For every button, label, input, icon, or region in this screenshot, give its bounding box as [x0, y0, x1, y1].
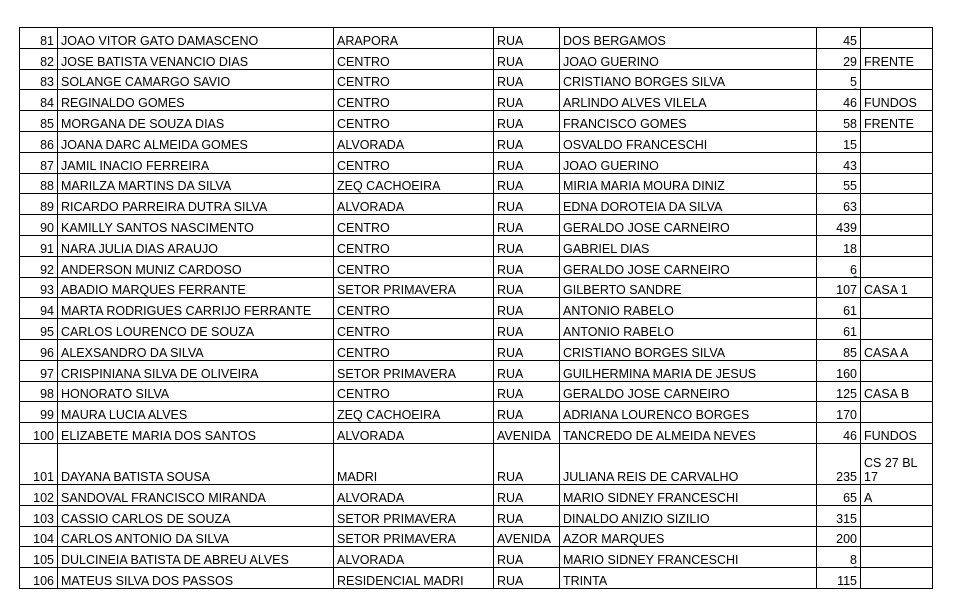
- district-cell: CENTRO: [334, 319, 494, 340]
- house-number-cell: 439: [817, 215, 861, 236]
- district-cell: CENTRO: [334, 48, 494, 69]
- complement-cell: CASA 1: [861, 277, 933, 298]
- table-row: [20, 152, 933, 173]
- district-cell: ALVORADA: [334, 547, 494, 568]
- name-cell: MAURA LUCIA ALVES: [58, 402, 334, 423]
- table-row: [20, 402, 933, 423]
- row-number-cell: 95: [20, 319, 58, 340]
- street-type-cell: RUA: [494, 360, 560, 381]
- row-number-cell: 85: [20, 111, 58, 132]
- complement-cell: [861, 194, 933, 215]
- street-type-cell: RUA: [494, 443, 560, 484]
- street-type-cell: RUA: [494, 277, 560, 298]
- district-cell: SETOR PRIMAVERA: [334, 526, 494, 547]
- district-cell: MADRI: [334, 443, 494, 484]
- district-cell: ARAPORA: [334, 28, 494, 49]
- street-type-cell: RUA: [494, 381, 560, 402]
- table-row: [20, 484, 933, 505]
- table-row: [20, 69, 933, 90]
- table-row: [20, 215, 933, 236]
- complement-cell: CASA A: [861, 339, 933, 360]
- name-cell: NARA JULIA DIAS ARAUJO: [58, 235, 334, 256]
- street-type-cell: AVENIDA: [494, 526, 560, 547]
- house-number-cell: 200: [817, 526, 861, 547]
- street-type-cell: RUA: [494, 69, 560, 90]
- street-type-cell: RUA: [494, 402, 560, 423]
- house-number-cell: 115: [817, 568, 861, 589]
- street-cell: GERALDO JOSE CARNEIRO: [560, 381, 817, 402]
- house-number-cell: 170: [817, 402, 861, 423]
- house-number-cell: 107: [817, 277, 861, 298]
- row-number-cell: 83: [20, 69, 58, 90]
- district-cell: CENTRO: [334, 90, 494, 111]
- district-cell: ZEQ CACHOEIRA: [334, 402, 494, 423]
- house-number-cell: 15: [817, 131, 861, 152]
- street-type-cell: RUA: [494, 111, 560, 132]
- table-row: [20, 381, 933, 402]
- street-type-cell: RUA: [494, 131, 560, 152]
- district-cell: SETOR PRIMAVERA: [334, 505, 494, 526]
- district-cell: CENTRO: [334, 298, 494, 319]
- district-cell: ZEQ CACHOEIRA: [334, 173, 494, 194]
- street-cell: GERALDO JOSE CARNEIRO: [560, 256, 817, 277]
- district-cell: CENTRO: [334, 381, 494, 402]
- name-cell: CRISPINIANA SILVA DE OLIVEIRA: [58, 360, 334, 381]
- house-number-cell: 45: [817, 28, 861, 49]
- complement-cell: CS 27 BL 17: [861, 443, 933, 484]
- table-row: [20, 235, 933, 256]
- district-cell: SETOR PRIMAVERA: [334, 277, 494, 298]
- complement-cell: [861, 235, 933, 256]
- street-type-cell: RUA: [494, 339, 560, 360]
- table-row: [20, 173, 933, 194]
- row-number-cell: 96: [20, 339, 58, 360]
- name-cell: CARLOS LOURENCO DE SOUZA: [58, 319, 334, 340]
- district-cell: ALVORADA: [334, 194, 494, 215]
- district-cell: CENTRO: [334, 235, 494, 256]
- house-number-cell: 58: [817, 111, 861, 132]
- complement-cell: A: [861, 484, 933, 505]
- row-number-cell: 84: [20, 90, 58, 111]
- street-cell: JOAO GUERINO: [560, 48, 817, 69]
- complement-cell: [861, 568, 933, 589]
- row-number-cell: 88: [20, 173, 58, 194]
- street-type-cell: RUA: [494, 319, 560, 340]
- street-type-cell: RUA: [494, 194, 560, 215]
- name-cell: CASSIO CARLOS DE SOUZA: [58, 505, 334, 526]
- street-cell: GUILHERMINA MARIA DE JESUS: [560, 360, 817, 381]
- street-cell: CRISTIANO BORGES SILVA: [560, 69, 817, 90]
- street-cell: JOAO GUERINO: [560, 152, 817, 173]
- row-number-cell: 100: [20, 423, 58, 444]
- house-number-cell: 125: [817, 381, 861, 402]
- table-row: [20, 505, 933, 526]
- complement-cell: [861, 505, 933, 526]
- row-number-cell: 102: [20, 484, 58, 505]
- complement-cell: FUNDOS: [861, 90, 933, 111]
- complement-cell: [861, 360, 933, 381]
- house-number-cell: 235: [817, 443, 861, 484]
- house-number-cell: 8: [817, 547, 861, 568]
- table-row: [20, 360, 933, 381]
- name-cell: JOAO VITOR GATO DAMASCENO: [58, 28, 334, 49]
- street-type-cell: RUA: [494, 484, 560, 505]
- district-cell: ALVORADA: [334, 423, 494, 444]
- name-cell: KAMILLY SANTOS NASCIMENTO: [58, 215, 334, 236]
- street-cell: MIRIA MARIA MOURA DINIZ: [560, 173, 817, 194]
- table-row: [20, 194, 933, 215]
- row-number-cell: 99: [20, 402, 58, 423]
- street-cell: GERALDO JOSE CARNEIRO: [560, 215, 817, 236]
- name-cell: DAYANA BATISTA SOUSA: [58, 443, 334, 484]
- complement-cell: [861, 526, 933, 547]
- row-number-cell: 101: [20, 443, 58, 484]
- street-cell: TRINTA: [560, 568, 817, 589]
- row-number-cell: 97: [20, 360, 58, 381]
- row-number-cell: 105: [20, 547, 58, 568]
- street-type-cell: RUA: [494, 568, 560, 589]
- row-number-cell: 103: [20, 505, 58, 526]
- table-row: [20, 339, 933, 360]
- street-cell: FRANCISCO GOMES: [560, 111, 817, 132]
- house-number-cell: 46: [817, 423, 861, 444]
- row-number-cell: 94: [20, 298, 58, 319]
- street-type-cell: RUA: [494, 505, 560, 526]
- name-cell: HONORATO SILVA: [58, 381, 334, 402]
- house-number-cell: 55: [817, 173, 861, 194]
- complement-cell: [861, 298, 933, 319]
- table-row: [20, 111, 933, 132]
- name-cell: CARLOS ANTONIO DA SILVA: [58, 526, 334, 547]
- street-type-cell: RUA: [494, 90, 560, 111]
- house-number-cell: 43: [817, 152, 861, 173]
- name-cell: JOANA DARC ALMEIDA GOMES: [58, 131, 334, 152]
- row-number-cell: 106: [20, 568, 58, 589]
- name-cell: SOLANGE CAMARGO SAVIO: [58, 69, 334, 90]
- complement-cell: [861, 131, 933, 152]
- table-row: [20, 48, 933, 69]
- street-cell: ANTONIO RABELO: [560, 298, 817, 319]
- house-number-cell: 61: [817, 298, 861, 319]
- row-number-cell: 92: [20, 256, 58, 277]
- street-cell: TANCREDO DE ALMEIDA NEVES: [560, 423, 817, 444]
- street-type-cell: RUA: [494, 256, 560, 277]
- row-number-cell: 87: [20, 152, 58, 173]
- name-cell: JOSE BATISTA VENANCIO DIAS: [58, 48, 334, 69]
- street-type-cell: AVENIDA: [494, 423, 560, 444]
- street-type-cell: RUA: [494, 215, 560, 236]
- district-cell: ALVORADA: [334, 484, 494, 505]
- district-cell: SETOR PRIMAVERA: [334, 360, 494, 381]
- house-number-cell: 65: [817, 484, 861, 505]
- street-type-cell: RUA: [494, 298, 560, 319]
- name-cell: MARTA RODRIGUES CARRIJO FERRANTE: [58, 298, 334, 319]
- complement-cell: FUNDOS: [861, 423, 933, 444]
- complement-cell: CASA B: [861, 381, 933, 402]
- street-type-cell: RUA: [494, 152, 560, 173]
- street-cell: OSVALDO FRANCESCHI: [560, 131, 817, 152]
- row-number-cell: 90: [20, 215, 58, 236]
- name-cell: DULCINEIA BATISTA DE ABREU ALVES: [58, 547, 334, 568]
- complement-cell: [861, 215, 933, 236]
- street-cell: GILBERTO SANDRE: [560, 277, 817, 298]
- row-number-cell: 89: [20, 194, 58, 215]
- table-row: [20, 298, 933, 319]
- district-cell: CENTRO: [334, 256, 494, 277]
- table-row: [20, 28, 933, 49]
- name-cell: RICARDO PARREIRA DUTRA SILVA: [58, 194, 334, 215]
- name-cell: MARILZA MARTINS DA SILVA: [58, 173, 334, 194]
- table-row: [20, 319, 933, 340]
- street-type-cell: RUA: [494, 173, 560, 194]
- house-number-cell: 18: [817, 235, 861, 256]
- row-number-cell: 91: [20, 235, 58, 256]
- table-row: [20, 277, 933, 298]
- name-cell: ABADIO MARQUES FERRANTE: [58, 277, 334, 298]
- table-row: [20, 526, 933, 547]
- street-type-cell: RUA: [494, 547, 560, 568]
- house-number-cell: 5: [817, 69, 861, 90]
- complement-cell: FRENTE: [861, 48, 933, 69]
- district-cell: RESIDENCIAL MADRI: [334, 568, 494, 589]
- house-number-cell: 61: [817, 319, 861, 340]
- table-row: [20, 256, 933, 277]
- district-cell: CENTRO: [334, 111, 494, 132]
- house-number-cell: 63: [817, 194, 861, 215]
- street-cell: ARLINDO ALVES VILELA: [560, 90, 817, 111]
- table-row: [20, 547, 933, 568]
- complement-cell: [861, 152, 933, 173]
- district-cell: CENTRO: [334, 339, 494, 360]
- complement-cell: FRENTE: [861, 111, 933, 132]
- street-cell: EDNA DOROTEIA DA SILVA: [560, 194, 817, 215]
- street-cell: MARIO SIDNEY FRANCESCHI: [560, 484, 817, 505]
- name-cell: SANDOVAL FRANCISCO MIRANDA: [58, 484, 334, 505]
- house-number-cell: 85: [817, 339, 861, 360]
- name-cell: REGINALDO GOMES: [58, 90, 334, 111]
- street-type-cell: RUA: [494, 235, 560, 256]
- district-cell: CENTRO: [334, 152, 494, 173]
- street-cell: DOS BERGAMOS: [560, 28, 817, 49]
- row-number-cell: 81: [20, 28, 58, 49]
- table-row: [20, 90, 933, 111]
- name-cell: MORGANA DE SOUZA DIAS: [58, 111, 334, 132]
- complement-cell: [861, 69, 933, 90]
- name-cell: ANDERSON MUNIZ CARDOSO: [58, 256, 334, 277]
- row-number-cell: 93: [20, 277, 58, 298]
- house-number-cell: 29: [817, 48, 861, 69]
- house-number-cell: 160: [817, 360, 861, 381]
- row-number-cell: 104: [20, 526, 58, 547]
- house-number-cell: 315: [817, 505, 861, 526]
- table-row: [20, 443, 933, 484]
- house-number-cell: 46: [817, 90, 861, 111]
- complement-cell: [861, 28, 933, 49]
- address-table: [19, 27, 933, 589]
- row-number-cell: 86: [20, 131, 58, 152]
- table-row: [20, 568, 933, 589]
- street-cell: AZOR MARQUES: [560, 526, 817, 547]
- name-cell: MATEUS SILVA DOS PASSOS: [58, 568, 334, 589]
- name-cell: ALEXSANDRO DA SILVA: [58, 339, 334, 360]
- complement-cell: [861, 319, 933, 340]
- complement-cell: [861, 402, 933, 423]
- row-number-cell: 98: [20, 381, 58, 402]
- street-cell: MARIO SIDNEY FRANCESCHI: [560, 547, 817, 568]
- table-row: [20, 423, 933, 444]
- street-cell: GABRIEL DIAS: [560, 235, 817, 256]
- complement-cell: [861, 256, 933, 277]
- complement-cell: [861, 173, 933, 194]
- complement-cell: [861, 547, 933, 568]
- district-cell: ALVORADA: [334, 131, 494, 152]
- street-cell: JULIANA REIS DE CARVALHO: [560, 443, 817, 484]
- street-cell: ANTONIO RABELO: [560, 319, 817, 340]
- street-cell: ADRIANA LOURENCO BORGES: [560, 402, 817, 423]
- street-type-cell: RUA: [494, 28, 560, 49]
- row-number-cell: 82: [20, 48, 58, 69]
- name-cell: ELIZABETE MARIA DOS SANTOS: [58, 423, 334, 444]
- table-row: [20, 131, 933, 152]
- district-cell: CENTRO: [334, 69, 494, 90]
- name-cell: JAMIL INACIO FERREIRA: [58, 152, 334, 173]
- street-type-cell: RUA: [494, 48, 560, 69]
- street-cell: DINALDO ANIZIO SIZILIO: [560, 505, 817, 526]
- district-cell: CENTRO: [334, 215, 494, 236]
- house-number-cell: 6: [817, 256, 861, 277]
- street-cell: CRISTIANO BORGES SILVA: [560, 339, 817, 360]
